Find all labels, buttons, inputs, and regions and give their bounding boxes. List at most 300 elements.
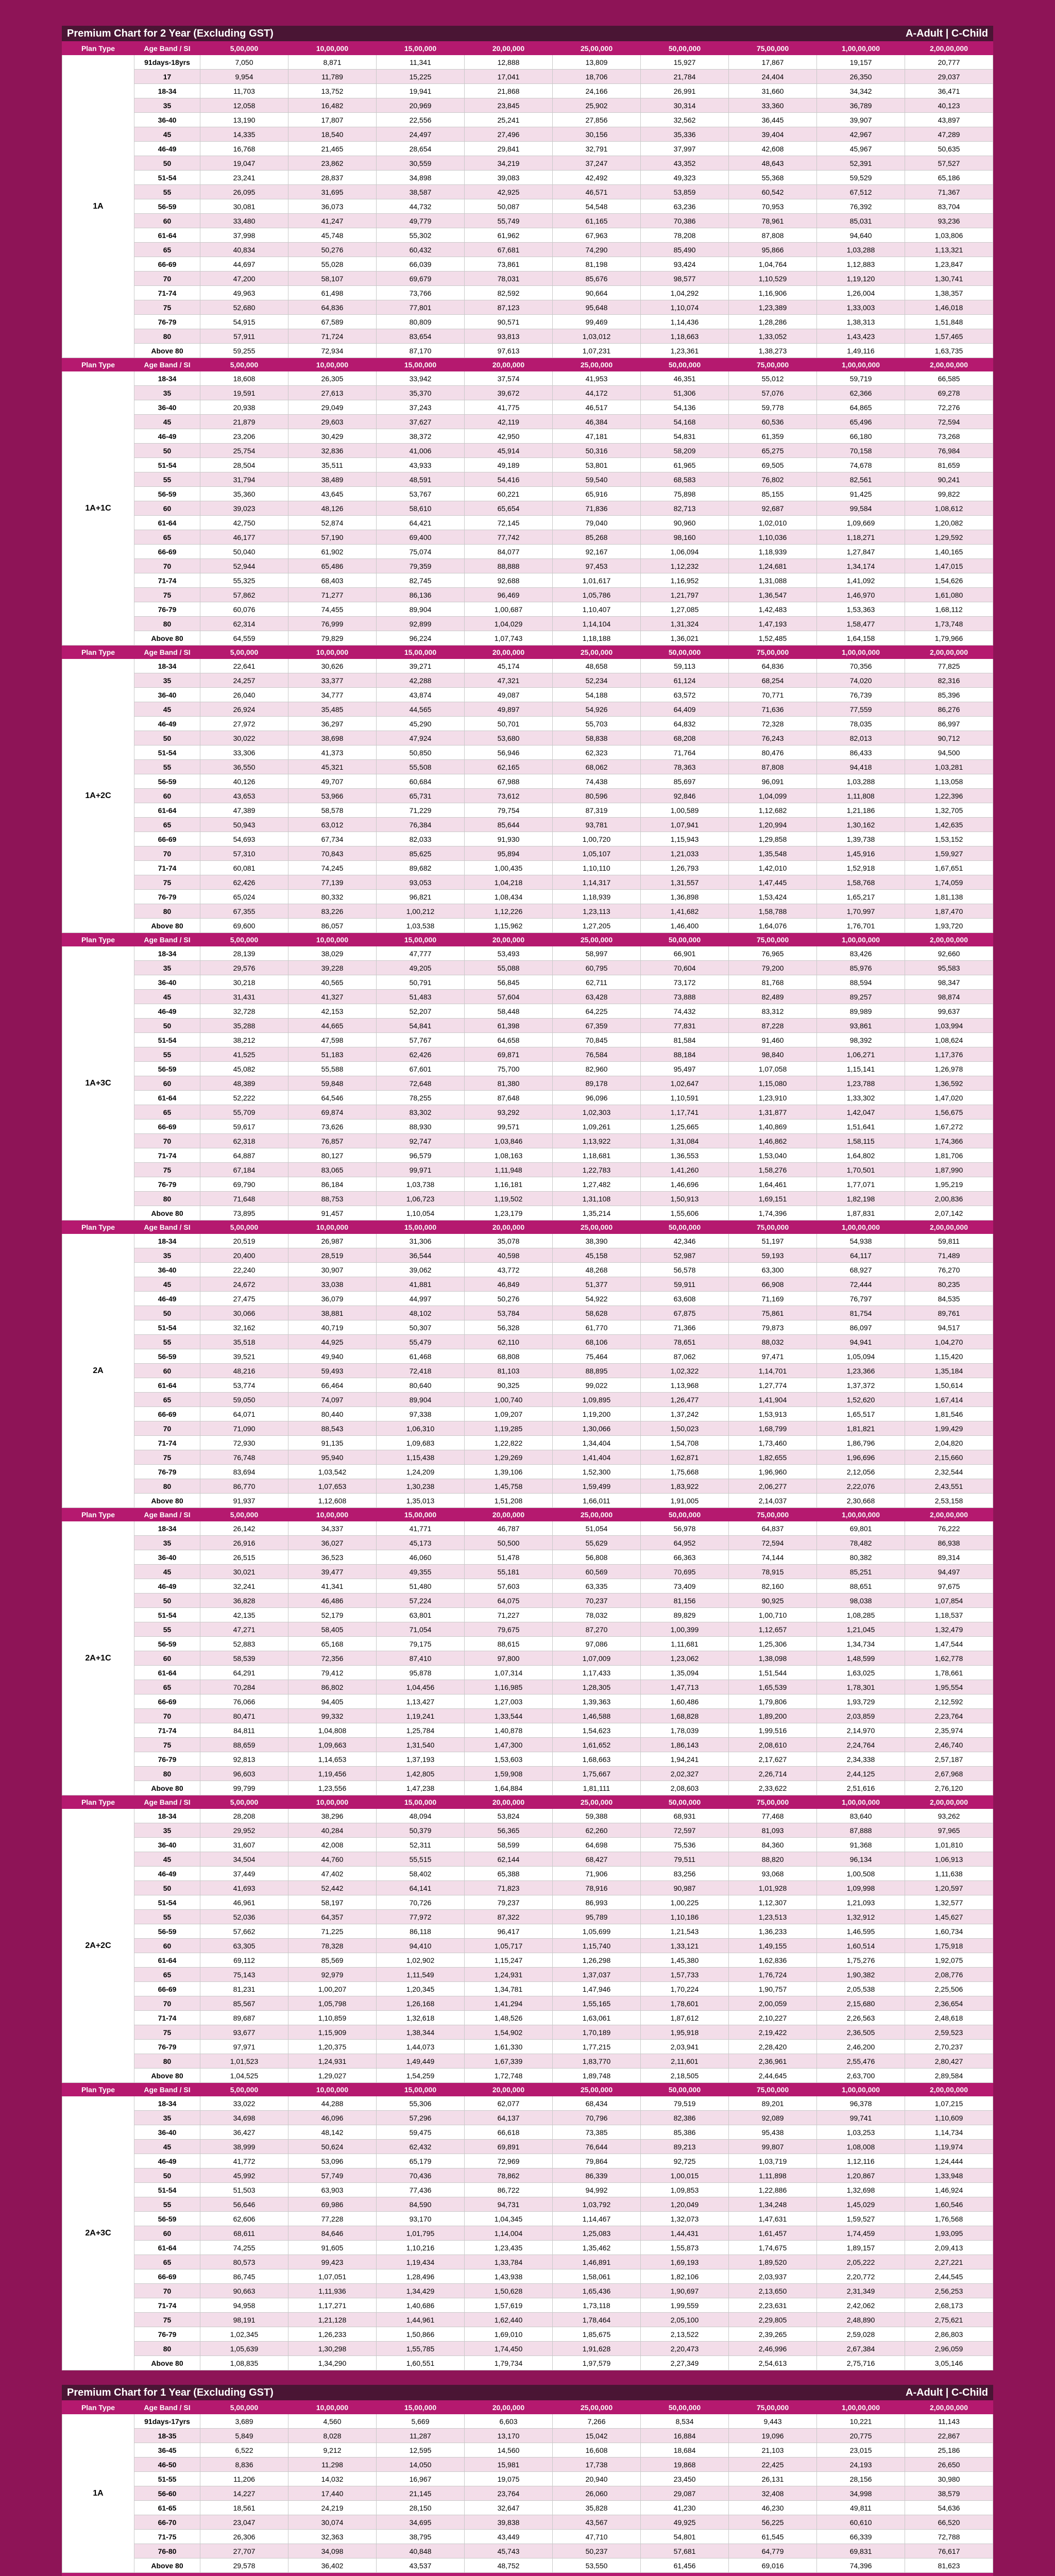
table-row	[62, 1494, 993, 1508]
premium-cell: 77,559	[817, 702, 905, 717]
premium-cell: 2,46,996	[729, 2342, 817, 2356]
premium-cell: 62,426	[200, 875, 288, 890]
premium-cell: 51,503	[200, 2183, 288, 2197]
table-row	[62, 2096, 993, 2111]
premium-cell: 78,363	[641, 760, 729, 774]
premium-cell: 96,224	[377, 631, 465, 646]
premium-cell: 51,197	[729, 1234, 817, 1248]
premium-cell: 1,73,748	[905, 617, 993, 631]
premium-cell: 23,015	[817, 2443, 905, 2458]
premium-cell: 42,608	[729, 142, 817, 156]
table-row	[62, 1738, 993, 1752]
premium-cell: 56,808	[553, 1550, 641, 1565]
member-legend-1yr: A-Adult | C-Child	[906, 2386, 988, 2398]
age-band-cell: Above 80	[134, 919, 200, 933]
premium-cell: 80,127	[288, 1148, 377, 1163]
premium-cell: 64,117	[817, 1248, 905, 1263]
premium-cell: 66,618	[465, 2125, 553, 2140]
premium-cell: 17,867	[729, 55, 817, 70]
premium-cell: 79,754	[465, 803, 553, 818]
table-row	[62, 70, 993, 84]
premium-cell: 59,475	[377, 2125, 465, 2140]
premium-cell: 1,65,436	[553, 2284, 641, 2298]
premium-cell: 1,44,961	[377, 2313, 465, 2327]
plan-type-cell: 2A+3C	[62, 2096, 134, 2370]
column-header: 1,00,00,000	[817, 933, 905, 946]
premium-cell: 8,871	[288, 55, 377, 70]
premium-cell: 1,44,073	[377, 2040, 465, 2054]
premium-cell: 2,19,422	[729, 2025, 817, 2040]
table-row	[62, 2501, 993, 2515]
premium-cell: 13,170	[465, 2429, 553, 2443]
premium-cell: 92,846	[641, 789, 729, 803]
table-row	[62, 214, 993, 228]
premium-cell: 1,23,847	[905, 257, 993, 272]
age-band-cell: 55	[134, 760, 200, 774]
premium-cell: 85,396	[905, 688, 993, 702]
plan-type-cell: 2A+2C	[62, 1809, 134, 2083]
age-band-cell: 70	[134, 1996, 200, 2011]
premium-cell: 57,604	[465, 990, 553, 1004]
table-row	[62, 386, 993, 400]
premium-cell: 2,32,544	[905, 1465, 993, 1479]
premium-cell: 2,20,473	[641, 2342, 729, 2356]
premium-cell: 80,471	[200, 1709, 288, 1723]
premium-cell: 62,165	[465, 760, 553, 774]
header-row	[62, 2401, 993, 2414]
premium-cell: 39,672	[465, 386, 553, 400]
table-row	[62, 1939, 993, 1953]
age-band-cell: 56-59	[134, 1349, 200, 1364]
premium-cell: 53,774	[200, 1378, 288, 1393]
premium-cell: 79,873	[729, 1320, 817, 1335]
age-band-cell: 80	[134, 904, 200, 919]
table-row	[62, 272, 993, 286]
premium-cell: 1,49,116	[817, 344, 905, 358]
premium-cell: 1,55,785	[377, 2342, 465, 2356]
premium-cell: 50,791	[377, 975, 465, 990]
premium-cell: 60,221	[465, 487, 553, 501]
premium-cell: 2,56,253	[905, 2284, 993, 2298]
premium-cell: 1,01,810	[905, 1838, 993, 1852]
age-band-cell: 76-79	[134, 1752, 200, 1767]
premium-cell: 78,032	[553, 1608, 641, 1622]
column-header: 5,00,000	[200, 1795, 288, 1809]
premium-cell: 43,645	[288, 487, 377, 501]
premium-cell: 1,51,208	[465, 1494, 553, 1508]
premium-cell: 1,15,438	[377, 1450, 465, 1465]
premium-cell: 52,987	[641, 1248, 729, 1263]
premium-cell: 50,635	[905, 142, 993, 156]
premium-cell: 48,216	[200, 1364, 288, 1378]
premium-cell: 1,58,115	[817, 1134, 905, 1148]
premium-cell: 1,05,786	[553, 588, 641, 602]
table-row	[62, 2298, 993, 2313]
premium-cell: 1,58,477	[817, 617, 905, 631]
premium-cell: 58,107	[288, 272, 377, 286]
column-header: Plan Type	[62, 1795, 134, 1809]
table-row	[62, 487, 993, 501]
table-row	[62, 1033, 993, 1047]
premium-cell: 2,68,173	[905, 2298, 993, 2313]
premium-cell: 1,09,895	[553, 1393, 641, 1407]
premium-cell: 2,12,592	[905, 1694, 993, 1709]
premium-cell: 1,41,682	[641, 904, 729, 919]
premium-cell: 22,556	[377, 113, 465, 127]
premium-cell: 1,74,396	[729, 1206, 817, 1221]
column-header: 1,00,00,000	[817, 2401, 905, 2414]
column-header: 50,00,000	[641, 358, 729, 371]
premium-cell: 55,368	[729, 171, 817, 185]
premium-cell: 1,41,404	[553, 1450, 641, 1465]
premium-cell: 46,351	[641, 371, 729, 386]
premium-cell: 58,402	[377, 1867, 465, 1881]
premium-cell: 76,797	[817, 1292, 905, 1306]
premium-cell: 1,38,344	[377, 2025, 465, 2040]
premium-cell: 49,963	[200, 286, 288, 300]
premium-cell: 1,73,460	[729, 1436, 817, 1450]
premium-cell: 1,27,482	[553, 1177, 641, 1192]
premium-cell: 58,628	[553, 1306, 641, 1320]
premium-cell: 94,405	[288, 1694, 377, 1709]
premium-cell: 1,52,485	[729, 631, 817, 646]
premium-cell: 60,569	[553, 1565, 641, 1579]
premium-cell: 1,18,663	[641, 329, 729, 344]
premium-cell: 1,03,806	[905, 228, 993, 243]
table-row	[62, 243, 993, 257]
premium-cell: 25,902	[553, 98, 641, 113]
premium-cell: 28,156	[817, 2472, 905, 2486]
premium-cell: 76,748	[200, 1450, 288, 1465]
premium-cell: 1,74,450	[465, 2342, 553, 2356]
premium-cell: 51,054	[553, 1521, 641, 1536]
premium-cell: 39,404	[729, 127, 817, 142]
premium-cell: 59,529	[817, 171, 905, 185]
age-band-cell: 66-70	[134, 2515, 200, 2530]
premium-cell: 50,850	[377, 745, 465, 760]
premium-cell: 24,672	[200, 1277, 288, 1292]
table-row	[62, 717, 993, 731]
age-band-cell: 45	[134, 702, 200, 717]
table-row	[62, 1177, 993, 1192]
premium-cell: 1,14,104	[553, 617, 641, 631]
table-row	[62, 98, 993, 113]
premium-cell: 1,08,612	[905, 501, 993, 516]
premium-cell: 69,986	[288, 2197, 377, 2212]
premium-cell: 2,14,970	[817, 1723, 905, 1738]
premium-cell: 59,255	[200, 344, 288, 358]
premium-cell: 76,802	[729, 472, 817, 487]
premium-cell: 2,43,551	[905, 1479, 993, 1494]
table-row	[62, 415, 993, 429]
premium-cell: 99,423	[288, 2255, 377, 2269]
age-band-cell: 61-64	[134, 2241, 200, 2255]
premium-cell: 65,275	[729, 444, 817, 458]
premium-cell: 1,03,288	[817, 243, 905, 257]
premium-cell: 97,800	[465, 1651, 553, 1666]
premium-cell: 72,788	[905, 2530, 993, 2544]
premium-cell: 1,27,003	[465, 1694, 553, 1709]
premium-cell: 1,19,434	[377, 2255, 465, 2269]
premium-cell: 1,20,375	[288, 2040, 377, 2054]
premium-cell: 1,31,557	[641, 875, 729, 890]
age-band-cell: 70	[134, 846, 200, 861]
column-header: Age Band / SI	[134, 1508, 200, 1521]
premium-cell: 61,468	[377, 1349, 465, 1364]
premium-cell: 48,094	[377, 1809, 465, 1823]
premium-cell: 70,284	[200, 1680, 288, 1694]
premium-cell: 81,584	[641, 1033, 729, 1047]
column-header: 20,00,000	[465, 2401, 553, 2414]
premium-cell: 26,991	[641, 84, 729, 98]
table-row	[62, 1823, 993, 1838]
premium-cell: 1,32,705	[905, 803, 993, 818]
column-header	[134, 2573, 200, 2576]
table-row	[62, 1666, 993, 1680]
premium-cell: 87,170	[377, 344, 465, 358]
age-band-cell: 35	[134, 98, 200, 113]
premium-cell: 1,04,525	[200, 2069, 288, 2083]
premium-cell: 86,722	[465, 2183, 553, 2197]
premium-cell: 41,881	[377, 1277, 465, 1292]
premium-cell: 8,028	[288, 2429, 377, 2443]
table-row	[62, 1105, 993, 1120]
premium-cell: 49,707	[288, 774, 377, 789]
premium-cell: 1,19,285	[465, 1421, 553, 1436]
premium-cell: 1,90,697	[641, 2284, 729, 2298]
premium-cell: 38,212	[200, 1033, 288, 1047]
premium-cell: 42,925	[465, 185, 553, 199]
premium-cell: 1,30,298	[288, 2342, 377, 2356]
premium-cell: 22,240	[200, 1263, 288, 1277]
premium-cell: 1,12,116	[817, 2154, 905, 2168]
premium-cell: 63,428	[553, 990, 641, 1004]
premium-cell: 36,073	[288, 199, 377, 214]
premium-cell: 59,811	[905, 1234, 993, 1248]
age-band-cell: 61-65	[134, 2501, 200, 2515]
premium-cell: 1,37,037	[553, 1968, 641, 1982]
premium-cell: 98,191	[200, 2313, 288, 2327]
premium-cell: 83,312	[729, 1004, 817, 1019]
column-header: Plan Type	[62, 358, 134, 371]
column-header: 1,00,00,000	[817, 1508, 905, 1521]
premium-cell: 1,11,936	[288, 2284, 377, 2298]
premium-cell: 1,34,248	[729, 2197, 817, 2212]
premium-cell: 2,51,616	[817, 1781, 905, 1795]
premium-cell: 81,093	[729, 1823, 817, 1838]
premium-cell: 57,190	[288, 530, 377, 545]
premium-cell: 77,436	[377, 2183, 465, 2197]
premium-cell: 84,590	[377, 2197, 465, 2212]
premium-cell: 37,997	[641, 142, 729, 156]
table-row	[62, 1076, 993, 1091]
premium-cell: 95,878	[377, 1666, 465, 1680]
age-band-cell: 18-34	[134, 1521, 200, 1536]
premium-cell: 40,284	[288, 1823, 377, 1838]
column-header: 20,00,000	[465, 1221, 553, 1234]
premium-cell: 47,181	[553, 429, 641, 444]
premium-cell: 43,449	[465, 2530, 553, 2544]
table-row	[62, 444, 993, 458]
age-band-cell: 76-79	[134, 1465, 200, 1479]
column-header: 50,00,000	[641, 2401, 729, 2414]
premium-cell: 30,074	[288, 2515, 377, 2530]
premium-cell: 1,41,904	[729, 1393, 817, 1407]
premium-cell: 53,767	[377, 487, 465, 501]
premium-cell: 1,23,910	[729, 1091, 817, 1105]
table-row	[62, 2544, 993, 2558]
premium-cell: 19,157	[817, 55, 905, 70]
plan-type-cell: 1A+3C	[62, 946, 134, 1221]
premium-cell: 23,047	[200, 2515, 288, 2530]
age-band-cell: 66-69	[134, 545, 200, 559]
premium-cell: 19,941	[377, 84, 465, 98]
age-band-cell: 61-64	[134, 228, 200, 243]
premium-cell: 55,181	[465, 1565, 553, 1579]
premium-cell: 1,00,212	[377, 904, 465, 919]
age-band-cell: 70	[134, 2284, 200, 2298]
premium-cell: 79,200	[729, 961, 817, 975]
premium-cell: 70,796	[553, 2111, 641, 2125]
age-band-cell: 35	[134, 1536, 200, 1550]
table-row	[62, 631, 993, 646]
table-row	[62, 1277, 993, 1292]
premium-cell: 36,079	[288, 1292, 377, 1306]
premium-cell: 36,828	[200, 1594, 288, 1608]
premium-cell: 34,342	[817, 84, 905, 98]
age-band-cell: 60	[134, 1651, 200, 1666]
premium-cell: 1,21,797	[641, 588, 729, 602]
premium-cell: 2,59,523	[905, 2025, 993, 2040]
premium-cell: 77,801	[377, 300, 465, 315]
premium-cell: 76,384	[377, 818, 465, 832]
age-band-cell: 76-79	[134, 2327, 200, 2342]
premium-cell: 1,39,106	[465, 1465, 553, 1479]
premium-cell: 1,34,404	[553, 1436, 641, 1450]
age-band-cell: 76-79	[134, 1177, 200, 1192]
premium-cell: 54,693	[200, 832, 288, 846]
premium-cell: 29,576	[200, 961, 288, 975]
premium-cell: 1,24,931	[465, 1968, 553, 1982]
age-band-cell: 18-34	[134, 1234, 200, 1248]
premium-cell: 99,571	[465, 1120, 553, 1134]
premium-cell: 26,987	[288, 1234, 377, 1248]
age-band-cell: Above 80	[134, 631, 200, 646]
premium-cell: 73,626	[288, 1120, 377, 1134]
premium-cell: 45,082	[200, 1062, 288, 1076]
premium-cell: 1,51,641	[817, 1120, 905, 1134]
age-band-cell: 66-69	[134, 1982, 200, 1996]
premium-cell: 1,78,601	[641, 1996, 729, 2011]
premium-cell: 1,17,741	[641, 1105, 729, 1120]
premium-cell: 32,162	[200, 1320, 288, 1335]
table-row	[62, 2472, 993, 2486]
premium-cell: 75,861	[729, 1306, 817, 1320]
column-header: 15,00,000	[377, 1795, 465, 1809]
premium-cell: 68,583	[641, 472, 729, 487]
premium-cell: 1,48,526	[465, 2011, 553, 2025]
premium-cell: 95,894	[465, 846, 553, 861]
premium-cell: 46,961	[200, 1895, 288, 1910]
premium-cell: 63,608	[641, 1292, 729, 1306]
column-header: 2,00,00,000	[905, 933, 993, 946]
premium-cell: 1,62,778	[905, 1651, 993, 1666]
premium-cell: 1,04,270	[905, 1335, 993, 1349]
premium-cell: 1,63,735	[905, 344, 993, 358]
age-band-cell: 80	[134, 617, 200, 631]
premium-cell: 1,00,508	[817, 1867, 905, 1881]
table-row	[62, 2040, 993, 2054]
premium-cell: 87,648	[465, 1091, 553, 1105]
premium-cell: 1,18,939	[729, 545, 817, 559]
premium-cell: 1,28,496	[377, 2269, 465, 2284]
premium-cell: 78,916	[553, 1881, 641, 1895]
premium-cell: 49,897	[465, 702, 553, 717]
premium-cell: 36,402	[288, 2558, 377, 2573]
age-band-cell: 70	[134, 1134, 200, 1148]
premium-cell: 49,189	[465, 458, 553, 472]
premium-cell: 96,821	[377, 890, 465, 904]
age-band-cell: 36-40	[134, 400, 200, 415]
premium-cell: 80,382	[817, 1550, 905, 1565]
premium-cell: 76,984	[905, 444, 993, 458]
age-band-cell: 75	[134, 300, 200, 315]
premium-cell: 1,12,682	[729, 803, 817, 818]
premium-cell: 81,380	[465, 1076, 553, 1091]
premium-cell: 91,937	[200, 1494, 288, 1508]
premium-cell: 2,26,714	[729, 1767, 817, 1781]
table-row	[62, 1867, 993, 1881]
premium-cell: 1,45,916	[817, 846, 905, 861]
table-row	[62, 1091, 993, 1105]
premium-cell: 89,682	[377, 861, 465, 875]
premium-cell: 99,741	[817, 2111, 905, 2125]
age-band-cell: 71-74	[134, 286, 200, 300]
premium-cell: 42,346	[641, 1234, 729, 1248]
premium-cell: 2,59,028	[817, 2327, 905, 2342]
premium-cell: 79,864	[553, 2154, 641, 2168]
premium-cell: 95,940	[288, 1450, 377, 1465]
header-row	[62, 1508, 993, 1521]
premium-cell: 1,47,445	[729, 875, 817, 890]
premium-cell: 85,490	[641, 243, 729, 257]
premium-cell: 1,58,276	[729, 1163, 817, 1177]
table-row	[62, 55, 993, 70]
premium-cell: 52,442	[288, 1881, 377, 1895]
premium-cell: 90,325	[465, 1378, 553, 1393]
premium-cell: 96,096	[553, 1091, 641, 1105]
premium-cell: 1,81,138	[905, 890, 993, 904]
premium-cell: 1,04,764	[729, 257, 817, 272]
premium-cell: 37,449	[200, 1867, 288, 1881]
header-row	[62, 42, 993, 55]
premium-cell: 1,14,436	[641, 315, 729, 329]
premium-cell: 96,417	[465, 1924, 553, 1939]
table-row	[62, 2284, 993, 2298]
premium-cell: 38,489	[288, 472, 377, 487]
premium-cell: 51,478	[465, 1550, 553, 1565]
premium-cell: 1,82,106	[641, 2269, 729, 2284]
premium-cell: 2,08,603	[641, 1781, 729, 1795]
premium-cell: 1,47,020	[905, 1091, 993, 1105]
premium-cell: 2,11,601	[641, 2054, 729, 2069]
column-header	[377, 2573, 465, 2576]
age-band-cell: 60	[134, 789, 200, 803]
premium-cell: 26,306	[200, 2530, 288, 2544]
table-row	[62, 861, 993, 875]
premium-cell: 92,089	[729, 2111, 817, 2125]
premium-cell: 1,79,734	[465, 2356, 553, 2370]
